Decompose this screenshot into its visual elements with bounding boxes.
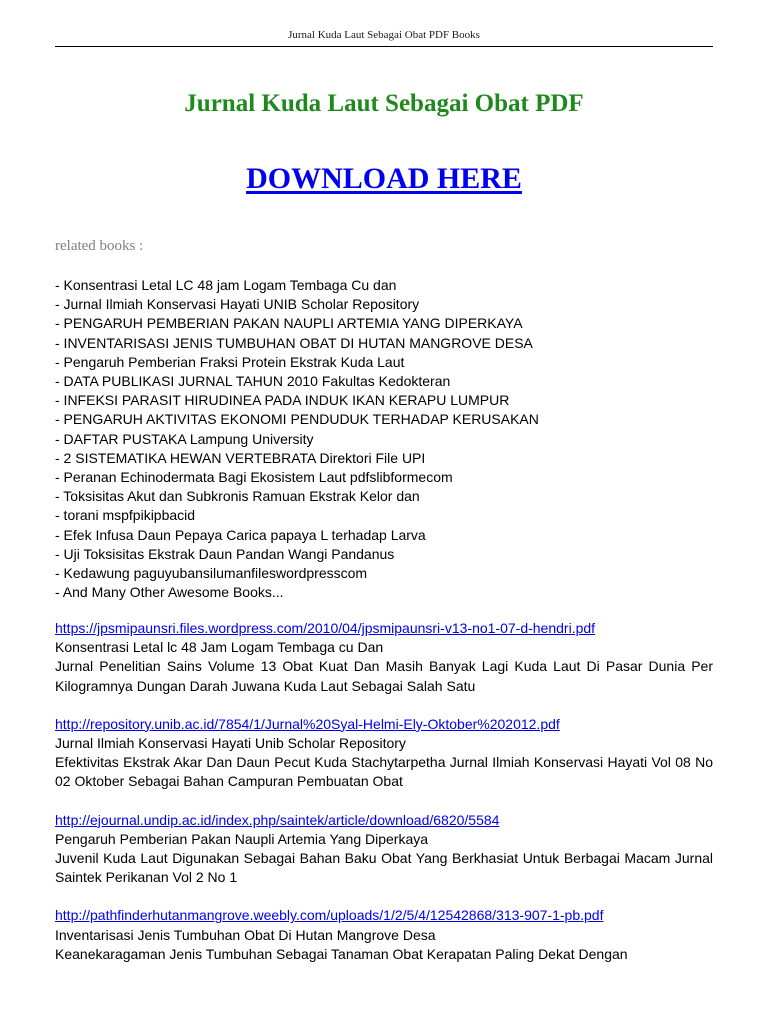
source-entry [55,811,713,888]
related-book-item: - PENGARUH PEMBERIAN PAKAN NAUPLI ARTEMIA YANG DIPERKAYA [55,315,523,332]
source-list [55,619,713,983]
source-title: Konsentrasi Letal lc 48 Jam Logam Tembaga cu Dan [55,639,384,656]
source-entry [55,715,713,792]
source-link[interactable]: http://repository.unib.ac.id/7854/1/Jurnal%20Syal-Helmi-Ely-Oktober%202012.pdf [55,715,560,732]
source-entry [55,619,713,696]
related-book-item: - And Many Other Awesome Books... [55,584,284,601]
related-book-item: - 2 SISTEMATIKA HEWAN VERTEBRATA Direktori File UPI [55,449,426,466]
related-book-item: - DATA PUBLIKASI JURNAL TAHUN 2010 Fakultas Kedokteran [55,373,451,390]
source-title: Jurnal Ilmiah Konservasi Hayati Unib Scholar Repository [55,735,406,752]
related-book-item: - Toksisitas Akut dan Subkronis Ramuan Ekstrak Kelor dan [55,488,420,505]
related-book-item: - Jurnal Ilmiah Konservasi Hayati UNIB Scholar Repository [55,296,420,313]
related-book-item: - Uji Toksisitas Ekstrak Daun Pandan Wangi Pandanus [55,545,395,562]
related-book-item: - DAFTAR PUSTAKA Lampung University [55,430,314,447]
source-entry [55,906,713,964]
header-rule [55,46,713,47]
source-description: Juvenil Kuda Laut Digunakan Sebagai Bahan Baku Obat Yang Berkhasiat Untuk Berbagai Macam Jurnal Saintek Perikanan Vol 2 No 1 [55,850,713,886]
source-link[interactable]: http://pathfinderhutanmangrove.weebly.com/uploads/1/2/5/4/12542868/313-907-1-pb.pdf [55,907,604,924]
running-header: Jurnal Kuda Laut Sebagai Obat PDF Books [288,29,480,41]
related-book-item: - Peranan Echinodermata Bagi Ekosistem Laut pdfslibformecom [55,469,453,486]
source-description: Efektivitas Ekstrak Akar Dan Daun Pecut Kuda Stachytarpetha Jurnal Ilmiah Konservasi Hayati Vol 08 No 02 Oktober Sebagai Bahan Campuran Pembuatan Obat [55,754,713,790]
download-link[interactable]: DOWNLOAD HERE [246,162,522,195]
source-link[interactable]: http://ejournal.undip.ac.id/index.php/saintek/article/download/6820/5584 [55,811,500,828]
source-title: Inventarisasi Jenis Tumbuhan Obat Di Hutan Mangrove Desa [55,926,436,943]
related-books-label: related books : [55,238,144,254]
related-book-item: - Pengaruh Pemberian Fraksi Protein Ekstrak Kuda Laut [55,353,405,370]
related-book-item: - INFEKSI PARASIT HIRUDINEA PADA INDUK IKAN KERAPU LUMPUR [55,392,510,409]
related-book-item: - PENGARUH AKTIVITAS EKONOMI PENDUDUK TERHADAP KERUSAKAN [55,411,539,428]
source-description: Keanekaragaman Jenis Tumbuhan Sebagai Tanaman Obat Kerapatan Paling Dekat Dengan [55,945,628,962]
related-books-list [55,276,715,602]
related-book-item: - Efek Infusa Daun Pepaya Carica papaya L terhadap Larva [55,526,426,543]
related-book-item: - Kedawung paguyubansilumanfileswordpresscom [55,565,368,582]
related-book-item: - Konsentrasi Letal LC 48 jam Logam Tembaga Cu dan [55,277,397,293]
source-description: Jurnal Penelitian Sains Volume 13 Obat Kuat Dan Masih Banyak Lagi Kuda Laut Di Pasar Dunia Per Kilogramnya Dungan Darah Juwana Kuda Laut Sebagai Salah Satu [55,658,713,694]
source-title: Pengaruh Pemberian Pakan Naupli Artemia Yang Diperkaya [55,830,429,847]
related-book-item: - torani mspfpikipbacid [55,507,196,524]
related-book-item: - INVENTARISASI JENIS TUMBUHAN OBAT DI HUTAN MANGROVE DESA [55,334,533,351]
document-title: Jurnal Kuda Laut Sebagai Obat PDF [184,90,584,117]
source-link[interactable]: https://jpsmipaunsri.files.wordpress.com/2010/04/jpsmipaunsri-v13-no1-07-d-hendri.pdf [55,620,596,636]
